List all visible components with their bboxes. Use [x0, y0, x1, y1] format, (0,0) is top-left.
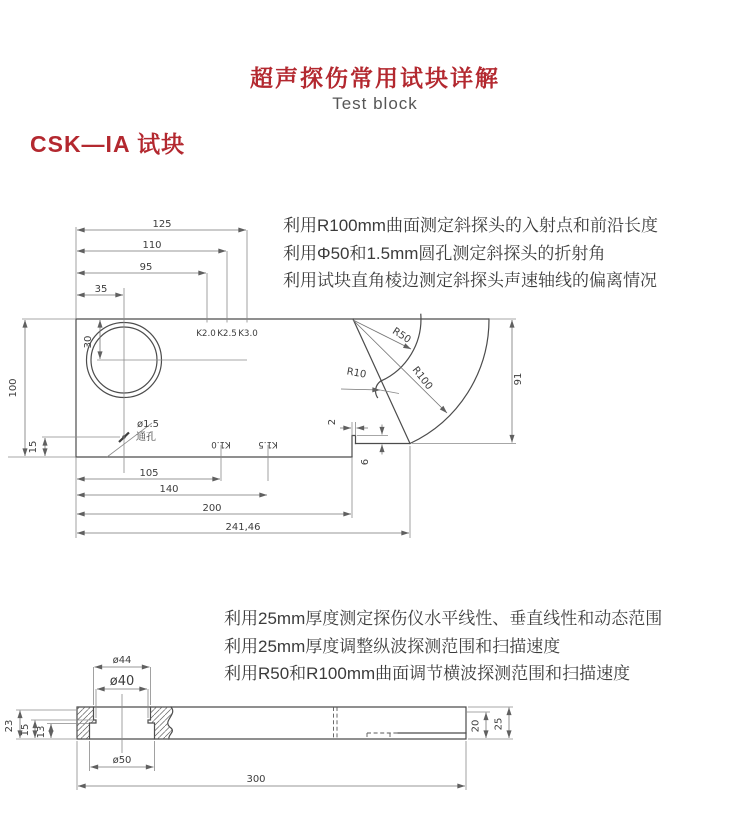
section-title-csk-ia: CSK—IA 试块: [30, 131, 186, 157]
page-subtitle: Test block: [332, 94, 418, 113]
front-view-extension-lines: [8, 227, 516, 538]
front-view-dimension-lines: [25, 230, 512, 533]
dim-25: 25: [493, 717, 505, 731]
dim-20: 20: [470, 719, 482, 733]
hatch-left: [77, 707, 96, 739]
hatch-right: [148, 707, 173, 739]
dim-300: 300: [246, 774, 266, 785]
dim-6: 6: [360, 458, 371, 466]
note-line: 利用Φ50和1.5mm圆孔测定斜探头的折射角: [283, 243, 606, 263]
dim-dia-44: ø44: [112, 655, 132, 666]
note-line: 利用R50和R100mm曲面调节横波探测范围和扫描速度: [224, 664, 631, 683]
through-hole-label: 通孔: [136, 432, 156, 443]
dim-dia-50: ø50: [112, 755, 132, 766]
dim-23: 23: [4, 719, 15, 733]
radius-r100-label: R100: [409, 364, 435, 393]
dim-100: 100: [8, 378, 19, 398]
dim-30: 30: [83, 335, 94, 349]
k2-5-label: K2.5: [217, 329, 237, 339]
front-view-drawing: [8, 219, 524, 538]
note-line: 利用试块直角棱边测定斜探头声速轴线的偏离情况: [283, 271, 657, 290]
page-title: 超声探伤常用试块详解: [250, 65, 500, 91]
dim-35: 35: [94, 284, 108, 295]
radius-r10-label: R10: [345, 366, 368, 381]
dim-15-left: 15: [20, 723, 31, 737]
radius-r50-label: R50: [390, 325, 413, 346]
note-line: 利用R100mm曲面测定斜探头的入射点和前沿长度: [283, 216, 658, 235]
section-view-extension-lines: [16, 667, 513, 790]
k3-0-label: K3.0: [238, 329, 258, 339]
dim-95: 95: [139, 262, 153, 273]
k1-0-label: K1.0: [211, 439, 231, 449]
note-line: 利用25mm厚度调整纵波探测范围和扫描速度: [224, 636, 561, 656]
dim-2: 2: [327, 418, 338, 426]
dim-13: 13: [36, 725, 47, 739]
k2-0-label: K2.0: [196, 329, 216, 339]
dim-105: 105: [139, 468, 159, 479]
dim-110: 110: [142, 240, 162, 251]
section-view-drawing: [4, 655, 513, 790]
dim-125: 125: [152, 219, 172, 230]
k1-5-label: K1.5: [258, 439, 278, 449]
dim-dia-40: ø40: [109, 674, 135, 689]
hole-diameter-label: ø1.5: [136, 419, 160, 430]
dim-241-46: 241,46: [225, 522, 261, 533]
dim-200: 200: [202, 503, 222, 514]
dim-15: 15: [28, 440, 39, 454]
front-view-dimension-labels: [8, 219, 524, 533]
note-line: 利用25mm厚度测定探伤仪水平线性、垂直线性和动态范围: [224, 609, 663, 628]
dim-91: 91: [513, 372, 524, 386]
section-view-outline: [77, 707, 466, 739]
dim-140: 140: [159, 484, 179, 495]
